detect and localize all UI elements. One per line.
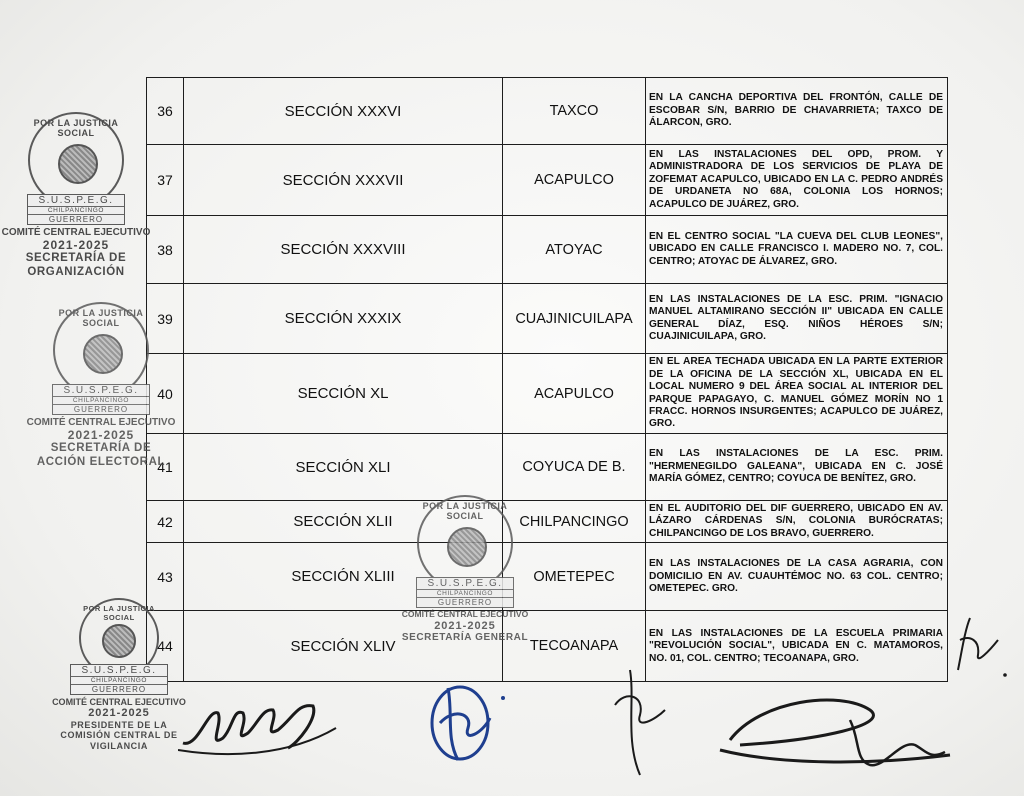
stamp-motto: POR LA JUSTICIA SOCIAL	[422, 501, 508, 521]
municipality-name: TAXCO	[503, 78, 646, 145]
union-stamp-general	[400, 495, 530, 644]
stamp-motto: POR LA JUSTICIA SOCIAL	[83, 604, 155, 622]
stamp-caption	[52, 697, 186, 751]
emblem-icon	[102, 624, 136, 658]
union-stamp-vigilancia	[52, 598, 186, 751]
row-number: 39	[147, 284, 184, 354]
stamp-committee: COMITÉ CENTRAL EJECUTIVO	[26, 417, 176, 428]
section-name: SECCIÓN XLIV	[184, 611, 503, 682]
municipality-name: ACAPULCO	[503, 354, 646, 434]
polling-locations-table	[146, 77, 948, 682]
stamp-banner	[27, 194, 125, 225]
location-description: EN LAS INSTALACIONES DE LA CASA AGRARIA, CON DOMICILIO EN AV. CUAUHTÉMOC NO. 63 COL. CENTRO; OMETEPEC. GRO.	[646, 543, 948, 611]
section-name: SECCIÓN XXXVIII	[184, 216, 503, 284]
stamp-city: CHILPANCINGO	[417, 589, 513, 597]
table-row	[147, 78, 948, 145]
signature-2	[418, 668, 508, 768]
row-number: 42	[147, 501, 184, 543]
table-row	[147, 543, 948, 611]
row-number: 36	[147, 78, 184, 145]
signature-5	[950, 610, 1010, 685]
row-number: 44	[147, 611, 184, 682]
stamp-banner	[52, 384, 150, 415]
emblem-icon	[447, 527, 487, 567]
section-name: SECCIÓN XXXIX	[184, 284, 503, 354]
stamp-union-name: S.U.S.P.E.G.	[81, 665, 157, 676]
municipality-name: TECOANAPA	[503, 611, 646, 682]
row-number: 40	[147, 354, 184, 434]
stamp-office: SECRETARÍA GENERAL	[401, 632, 529, 644]
stamp-period: 2021-2025	[88, 707, 150, 720]
table-row	[147, 354, 948, 434]
stamp-office: SECRETARÍA DE ORGANIZACIÓN	[25, 252, 127, 278]
location-description: EN LAS INSTALACIONES DE LA ESC. PRIM. "IGNACIO MANUEL ALTAMIRANO SECCIÓN II" UBICADA EN CALLE GENERAL DÍAZ, ESQ. NIÑOS HÉROES S/N; CUAJINICUILAPA, GRO.	[646, 284, 948, 354]
section-name: SECCIÓN XLIII	[184, 543, 503, 611]
location-description: EN LAS INSTALACIONES DE LA ESC. PRIM. "HERMENEGILDO GALEANA", UBICADA EN C. JOSÉ MARÍA GÓMEZ, CENTRO; COYUCA DE BENÍTEZ, GRO.	[646, 434, 948, 501]
stamp-period: 2021-2025	[42, 237, 110, 252]
row-number: 37	[147, 145, 184, 216]
section-name: SECCIÓN XLI	[184, 434, 503, 501]
stamp-period: 2021-2025	[67, 427, 135, 442]
municipality-name: ACAPULCO	[503, 145, 646, 216]
municipality-name: ATOYAC	[503, 216, 646, 284]
location-description: EN EL CENTRO SOCIAL "LA CUEVA DEL CLUB LEONES", UBICADO EN CALLE FRANCISCO I. MADERO NO. 7, COL. CENTRO; ATOYAC DE ÁLVAREZ, GRO.	[646, 216, 948, 284]
location-description: EN EL AREA TECHADA UBICADA EN LA PARTE EXTERIOR DE LA OFICINA DE LA SECCIÓN XL, UBICADA EN EL LOCAL NUMERO 9 DEL ÁREA SOCIAL AL INTERIOR DEL PARQUE PAPAGAYO, C. MANUEL GÓMEZ MORÍN NO 1 FRACC. HORNOS INSURGENTES; ACAPULCO DE JUÁREZ, GRO.	[646, 354, 948, 434]
municipality-name: CUAJINICUILAPA	[503, 284, 646, 354]
stamp-banner	[70, 664, 168, 695]
stamp-caption	[400, 610, 530, 644]
row-number: 41	[147, 434, 184, 501]
location-description: EN LAS INSTALACIONES DEL OPD, PROM. Y ADMINISTRADORA DE LOS SERVICIOS DE PLAYA DE ZOFEMAT ACAPULCO, UBICADO EN LA C. PEDRO ANDRÉS DE URDANETA NO 68A, COLONIA LOS HORNOS; ACAPULCO DE JUÁREZ, GRO.	[646, 145, 948, 216]
stamp-state: GUERRERO	[71, 684, 167, 694]
signature-4	[700, 670, 960, 780]
table-row	[147, 501, 948, 543]
stamp-city: CHILPANCINGO	[71, 676, 167, 684]
table-row	[147, 145, 948, 216]
stamp-office: PRESIDENTE DE LA COMISIÓN CENTRAL DE VIGILANCIA	[60, 719, 178, 751]
section-name: SECCIÓN XL	[184, 354, 503, 434]
stamp-office: SECRETARÍA DE ACCIÓN ELECTORAL	[36, 442, 166, 468]
stamp-caption	[26, 417, 176, 469]
union-stamp-organizacion	[0, 112, 152, 279]
stamp-caption	[0, 227, 152, 279]
signature-1	[178, 688, 338, 763]
union-stamp-accion-electoral	[26, 302, 176, 469]
table-row	[147, 284, 948, 354]
stamp-motto: POR LA JUSTICIA SOCIAL	[58, 308, 144, 328]
table-row	[147, 434, 948, 501]
stamp-committee: COMITÉ CENTRAL EJECUTIVO	[1, 227, 151, 238]
stamp-union-name: S.U.S.P.E.G.	[427, 578, 503, 589]
row-number: 43	[147, 543, 184, 611]
stamp-union-name: S.U.S.P.E.G.	[38, 195, 114, 206]
stamp-union-name: S.U.S.P.E.G.	[63, 385, 139, 396]
stamp-state: GUERRERO	[53, 404, 149, 414]
stamp-city: CHILPANCINGO	[28, 206, 124, 214]
stamp-committee: COMITÉ CENTRAL EJECUTIVO	[401, 609, 529, 619]
stamp-state: GUERRERO	[28, 214, 124, 224]
section-name: SECCIÓN XLII	[184, 501, 503, 543]
stamp-motto: POR LA JUSTICIA SOCIAL	[33, 118, 119, 138]
stamp-committee: COMITÉ CENTRAL EJECUTIVO	[52, 697, 186, 707]
stamp-state: GUERRERO	[417, 597, 513, 607]
municipality-name: CHILPANCINGO	[503, 501, 646, 543]
location-description: EN LA CANCHA DEPORTIVA DEL FRONTÓN, CALLE DE ESCOBAR S/N, BARRIO DE CHAVARRIETA; TAXCO DE ÁLARCON, GRO.	[646, 78, 948, 145]
stamp-period: 2021-2025	[434, 619, 496, 632]
municipality-name: OMETEPEC	[503, 543, 646, 611]
stamp-city: CHILPANCINGO	[53, 396, 149, 404]
emblem-icon	[83, 334, 123, 374]
location-description: EN EL AUDITORIO DEL DIF GUERRERO, UBICADO EN AV. LÁZARO CÁRDENAS S/N, COLONIA BURÓCRATAS; CHILPANCINGO DE LOS BRAVO, GUERRERO.	[646, 501, 948, 543]
stamp-banner	[416, 577, 514, 608]
municipality-name: COYUCA DE B.	[503, 434, 646, 501]
section-name: SECCIÓN XXXVII	[184, 145, 503, 216]
section-name: SECCIÓN XXXVI	[184, 78, 503, 145]
location-description: EN LAS INSTALACIONES DE LA ESCUELA PRIMARIA "REVOLUCIÓN SOCIAL", UBICADA EN C. MATAMOROS, NO. 01, COL. CENTRO; TECOANAPA, GRO.	[646, 611, 948, 682]
row-number: 38	[147, 216, 184, 284]
table-row	[147, 216, 948, 284]
emblem-icon	[58, 144, 98, 184]
